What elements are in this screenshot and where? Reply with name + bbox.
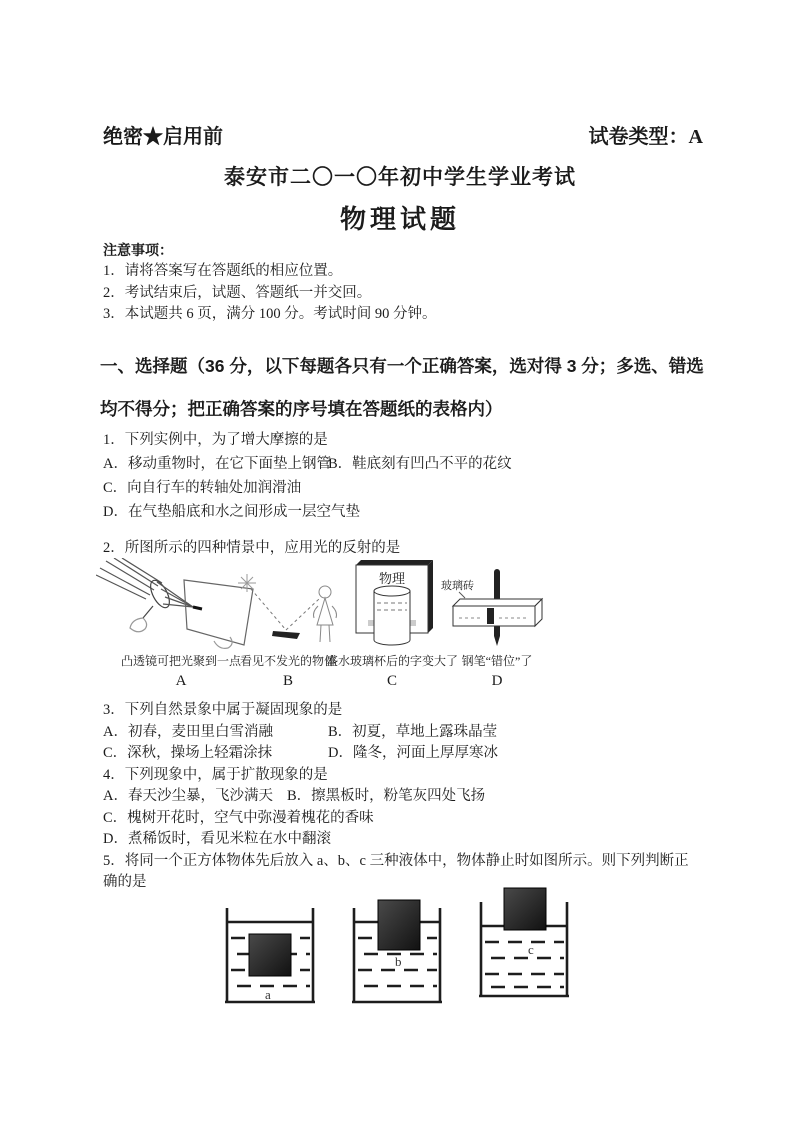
beaker-c-illustration <box>474 886 574 1004</box>
notice-heading: 注意事项： <box>103 244 173 259</box>
q3-options-cd <box>103 743 703 765</box>
pen-glass-brick-illustration <box>427 556 567 650</box>
q5-stem: 5．将同一个正方体物体先后放入 a、b、c 三种液体中，物体静止时如图所示。则下列判断正确的是 <box>103 852 689 890</box>
q1-option-d: D．在气垫船底和水之间形成一层空气垫 <box>103 504 360 520</box>
q3-option-d: D．隆冬，河面上厚厚寒冰 <box>328 745 498 761</box>
fig-b-label: B <box>282 673 293 689</box>
paper-type-label: 试卷类型：A <box>588 126 703 148</box>
fig-b-caption: 看见不发光的物体 <box>239 654 336 668</box>
classification-label: 绝密★启用前 <box>103 126 223 148</box>
notice-item: 2．考试结束后，试题、答题纸一并交回。 <box>103 284 372 301</box>
fig-c-label: C <box>386 673 397 689</box>
q3-stem: 3．下列自然景象中属于凝固现象的是 <box>103 702 343 718</box>
beaker-b-illustration <box>347 898 447 1010</box>
notice-item: 1．请将答案写在答题纸的相应位置。 <box>103 263 343 279</box>
q4-option-b: B．擦黑板时，粉笔灰四处飞扬 <box>287 788 486 804</box>
q2-figure-d <box>427 556 567 690</box>
q3-options-ab <box>103 722 703 744</box>
header-row <box>103 120 703 149</box>
fig-c-caption: 盛水玻璃杯后的字变大了 <box>325 654 458 668</box>
q3-option-a: A．初春，麦田里白雪消融 <box>103 723 273 740</box>
beaker-a-illustration <box>220 898 320 1010</box>
fig-a-caption: 凸透镜可把光聚到一点 <box>120 654 241 668</box>
q4-option-d: D．煮稀饭时，看见米粒在水中翻滚 <box>103 831 331 847</box>
beaker-a-label: a <box>265 987 271 1002</box>
q1-stem: 1．下列实例中，为了增大摩擦的是 <box>103 432 328 448</box>
notice-item: 3．本试题共 6 页，满分 100 分。考试时间 90 分钟。 <box>103 306 437 322</box>
fig-d-caption: 钢笔“错位”了 <box>461 654 533 668</box>
q4-options-ab <box>103 786 703 808</box>
exam-title: 泰安市二〇一〇年初中学生学业考试 <box>224 166 576 189</box>
q3-option-b: B．初夏，草地上露珠晶莹 <box>328 723 498 740</box>
beaker-c-label: c <box>528 942 534 957</box>
q4-option-c: C．槐树开花时，空气中弥漫着槐花的香味 <box>103 809 374 826</box>
fig-a-label: A <box>175 673 187 689</box>
q4-stem: 4．下列现象中，属于扩散现象的是 <box>103 766 328 783</box>
q2-stem: 2．所图所示的四种情景中，应用光的反射的是 <box>103 540 401 556</box>
q1-option-b: B．鞋底刻有凹凸不平的花纹 <box>328 456 512 472</box>
book-title-text: 物理 <box>378 571 406 586</box>
paper-title: 物理试题 <box>339 204 460 234</box>
q4-option-a: A．春天沙尘暴，飞沙满天 <box>103 788 273 804</box>
questions-1-2-block <box>103 428 703 560</box>
q1-option-a: A．移动重物时，在它下面垫上钢管 <box>103 456 331 472</box>
q3-option-c: C．深秋，操场上轻霜涂抹 <box>103 745 273 761</box>
fig-d-label: D <box>491 673 503 689</box>
q1-option-c: C．向自行车的转轴处加润滑油 <box>103 480 302 496</box>
q1-options-ab <box>103 452 703 476</box>
q2-figures-row <box>0 556 800 698</box>
notice-section <box>103 242 703 326</box>
questions-3-5-block <box>103 700 703 894</box>
glass-brick-label-text: 玻璃砖 <box>441 580 474 592</box>
section-one-heading: 一、选择题（36 分，以下每题各只有一个正确答案，选对得 3 分；多选、错选均不得分；把正确答案的序号填在答题纸的表格内） <box>100 356 704 419</box>
beaker-b-label: b <box>395 954 402 969</box>
